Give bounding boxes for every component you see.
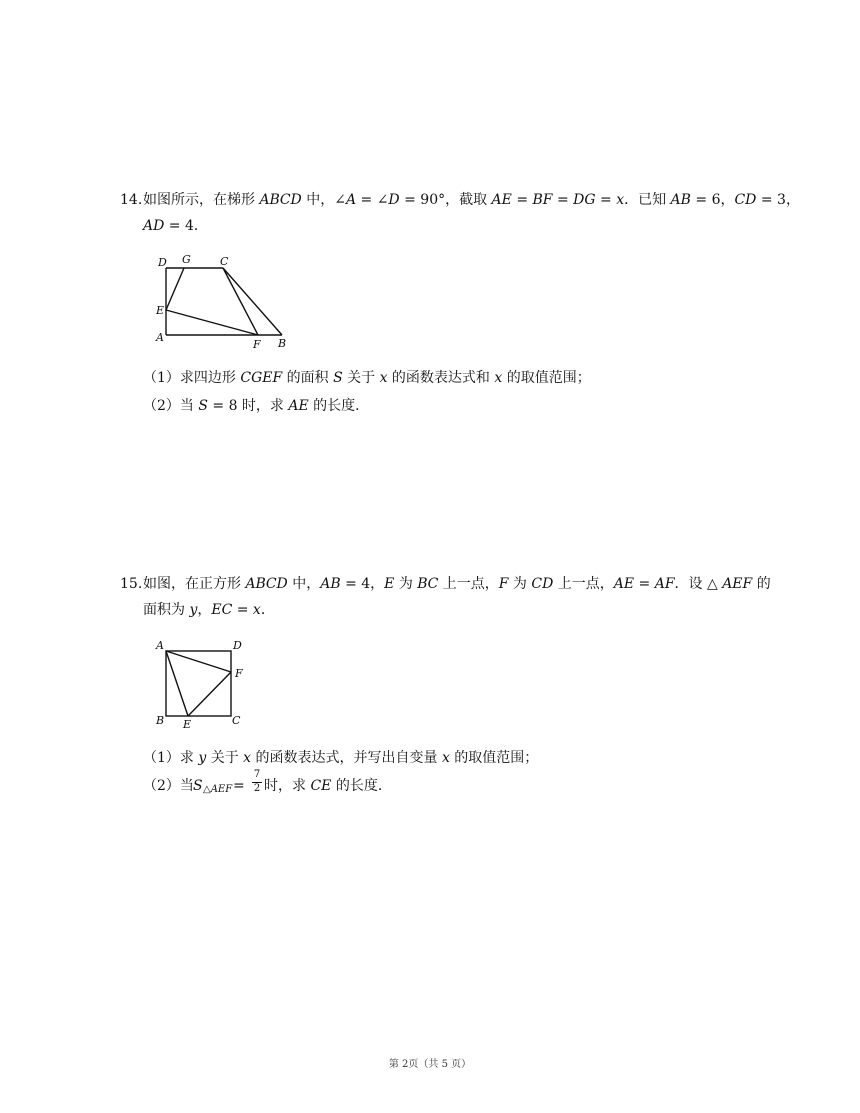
fraction-numerator: 7	[253, 769, 261, 780]
label-g: G	[182, 253, 191, 266]
problem-14-statement-line1: 如图所示，在梯形 𝐴𝐵𝐶𝐷 中，∠𝐴 = ∠𝐷 = 90°，截取 𝐴𝐸 = 𝐵𝐹 = 𝐷𝐺 = 𝑥．已知 𝐴𝐵 = 6，𝐶𝐷 = 3，	[143, 192, 800, 208]
segment-ae	[166, 651, 188, 716]
area-symbol: 𝑆	[193, 778, 203, 794]
segment-ge	[166, 268, 184, 310]
label-f: F	[253, 338, 261, 351]
problem-15-statement-line1: 如图，在正方形 𝐴𝐵𝐶𝐷 中，𝐴𝐵 = 4，𝐸 为 𝐵𝐶 上一点，𝐹 为 𝐶𝐷 上一点，𝐴𝐸 = 𝐴𝐹．设 △ 𝐴𝐸𝐹 的	[143, 576, 771, 592]
label-d: D	[233, 639, 242, 652]
problem-15-question-1: （1）求 𝑦 关于 𝑥 的函数表达式，并写出自变量 𝑥 的取值范围；	[143, 750, 539, 766]
label-f: F	[235, 667, 243, 680]
equals-sign: =	[233, 778, 245, 794]
problem-14-figure	[150, 250, 300, 350]
square-diagram	[150, 635, 260, 735]
segment-af	[166, 651, 231, 672]
question-2-prefix: （2）当	[143, 778, 194, 794]
label-a: A	[156, 639, 164, 652]
label-e: E	[156, 304, 165, 317]
label-e: E	[183, 718, 192, 731]
problem-14-number: 14.	[120, 192, 143, 208]
trapezoid-diagram	[150, 250, 300, 350]
label-a: A	[156, 331, 164, 344]
label-c: C	[220, 255, 229, 268]
segment-ef	[166, 310, 258, 335]
segment-ef	[188, 672, 231, 716]
page-footer: 第 2页（共 5 页）	[388, 1059, 472, 1070]
problem-15-number: 15.	[120, 576, 143, 592]
label-b: B	[278, 337, 287, 350]
problem-15-figure	[150, 635, 260, 735]
problem-14-statement-line2: 𝐴𝐷 = 4．	[143, 218, 208, 234]
area-subscript: △𝐴𝐸𝐹	[203, 784, 233, 795]
label-b: B	[156, 714, 165, 727]
problem-14-question-1: （1）求四边形 𝐶𝐺𝐸𝐹 的面积 𝑆 关于 𝑥 的函数表达式和 𝑥 的取值范围；	[143, 370, 591, 386]
problem-14-question-2: （2）当 𝑆 = 8 时，求 𝐴𝐸 的长度．	[143, 398, 370, 414]
problem-15-statement-line2: 面积为 𝑦，𝐸𝐶 = 𝑥．	[143, 602, 275, 618]
label-c: C	[232, 714, 241, 727]
label-d: D	[158, 256, 167, 269]
fraction-denominator: 2	[253, 783, 261, 794]
question-2-suffix: 时，求 𝐶𝐸 的长度．	[264, 778, 392, 794]
